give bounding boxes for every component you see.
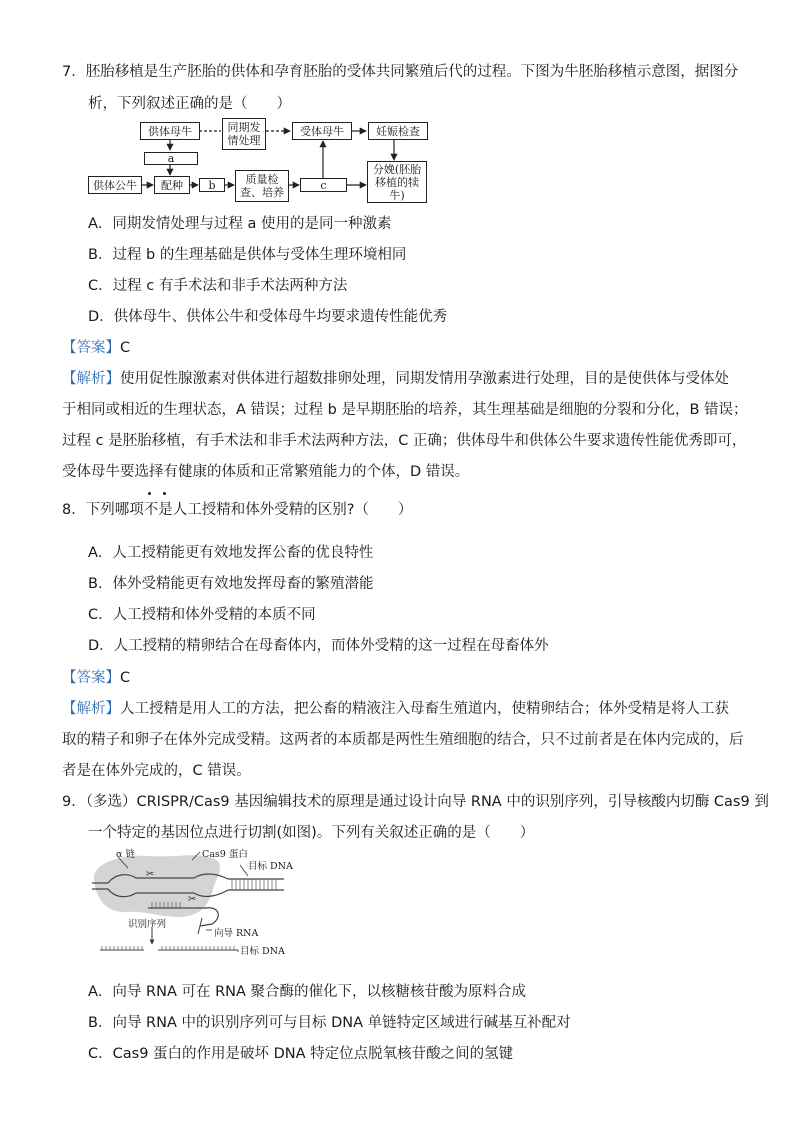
q8-option-b: B．体外受精能更有效地发挥母畜的繁殖潜能	[88, 576, 374, 592]
recognition-sequence-label: 识别序列	[128, 919, 167, 930]
alpha-chain-label: α 链	[116, 849, 135, 860]
q9-option-a: A．向导 RNA 可在 RNA 聚合酶的催化下，以核糖核苷酸为原料合成	[88, 984, 527, 1000]
q9-option-b: B．向导 RNA 中的识别序列可与目标 DNA 单链特定区域进行碱基互补配对	[88, 1015, 571, 1031]
q8-answer	[62, 668, 130, 688]
process-c-box: c	[300, 178, 347, 192]
q9-stem-line2: 一个特定的基因位点进行切割(如图)。下列有关叙述正确的是（ ）	[88, 825, 535, 841]
q7-answer	[62, 338, 130, 358]
donor-bull-box: 供体公牛	[88, 176, 142, 194]
q7-option-b: B．过程 b 的生理基础是供体与受体生理环境相同	[88, 247, 407, 263]
target-dna-bottom-label: 目标 DNA	[240, 946, 285, 957]
q8-option-a: A．人工授精能更有效地发挥公畜的优良特性	[88, 545, 374, 561]
q9-diagram	[88, 846, 308, 960]
analysis-tag: 【解析】	[62, 701, 120, 717]
q8-option-d: D．人工授精的精卵结合在母畜体内，而体外受精的这一过程在母畜体外	[88, 638, 549, 654]
target-dna-top-label: 目标 DNA	[248, 861, 293, 872]
answer-tag: 【答案】	[62, 670, 120, 686]
q8-stem: 8．下列哪项不是人工授精和体外受精的区别?（ ）	[62, 502, 413, 518]
recipient-cow-box: 受体母牛	[292, 122, 352, 140]
calving-box: 分娩(胚胎移植的犊牛)	[367, 161, 427, 203]
cas9-label: Cas9 蛋白	[202, 849, 248, 860]
q8-analysis-line1	[62, 699, 729, 719]
emphasis-dots	[148, 492, 168, 498]
q7-analysis-line1	[62, 369, 729, 389]
sync-estrus-box: 同期发情处理	[222, 118, 266, 150]
q7-analysis-line4: 受体母牛要选择有健康的体质和正常繁殖能力的个体，D 错误。	[62, 464, 470, 480]
q8-analysis-line2: 取的精子和卵子在体外完成受精。这两者的本质都是两性生殖细胞的结合，只不过前者是在体内完成的，后	[62, 732, 744, 748]
mating-box: 配种	[154, 176, 190, 194]
quality-check-box: 质量检查、培养	[235, 170, 289, 202]
answer-tag: 【答案】	[62, 340, 120, 356]
q7-option-a: A．同期发情处理与过程 a 使用的是同一种激素	[88, 216, 392, 232]
q8-analysis-line3: 者是在体外完成的，C 错误。	[62, 763, 251, 779]
answer-value: C	[120, 340, 131, 356]
donor-cow-box: 供体母牛	[140, 122, 200, 140]
analysis-text: 使用促性腺激素对供体进行超数排卵处理，同期发情用孕激素进行处理，目的是使供体与受体处	[120, 371, 729, 387]
q7-option-c: C．过程 c 有手术法和非手术法两种方法	[88, 278, 348, 294]
q9-option-c: C．Cas9 蛋白的作用是破坏 DNA 特定位点脱氧核苷酸之间的氢键	[88, 1046, 514, 1062]
svg-text:✂: ✂	[188, 894, 197, 905]
answer-value: C	[120, 670, 131, 686]
q7-option-d: D．供体母牛、供体公牛和受体母牛均要求遗传性能优秀	[88, 309, 448, 325]
analysis-text: 人工授精是用人工的方法，把公畜的精液注入母畜生殖道内，使精卵结合；体外受精是将人工获	[120, 701, 729, 717]
q7-diagram	[88, 118, 433, 204]
guide-rna-label: 向导 RNA	[214, 928, 259, 939]
process-a-box: a	[144, 152, 198, 165]
process-b-box: b	[199, 178, 225, 192]
analysis-tag: 【解析】	[62, 371, 120, 387]
q9-stem-line1: 9．（多选）CRISPR/Cas9 基因编辑技术的原理是通过设计向导 RNA 中的识别序列，引导核酸内切酶 Cas9 到	[62, 794, 769, 810]
q7-stem-line2: 析，下列叙述正确的是（ ）	[88, 96, 291, 112]
q7-analysis-line2: 于相同或相近的生理状态，A 错误；过程 b 是早期胚胎的培养，其生理基础是细胞的分裂和分化，B 错误；	[62, 402, 748, 418]
pregnancy-check-box: 妊娠检查	[368, 122, 428, 140]
svg-text:✂: ✂	[146, 869, 155, 880]
q8-option-c: C．人工授精和体外受精的本质不同	[88, 607, 316, 623]
q7-stem-line1: 7．胚胎移植是生产胚胎的供体和孕育胚胎的受体共同繁殖后代的过程。下图为牛胚胎移植示意图，据图分	[62, 64, 739, 80]
q7-analysis-line3: 过程 c 是胚胎移植，有手术法和非手术法两种方法，C 正确；供体母牛和供体公牛要求遗传性能优秀即可，	[62, 433, 747, 449]
